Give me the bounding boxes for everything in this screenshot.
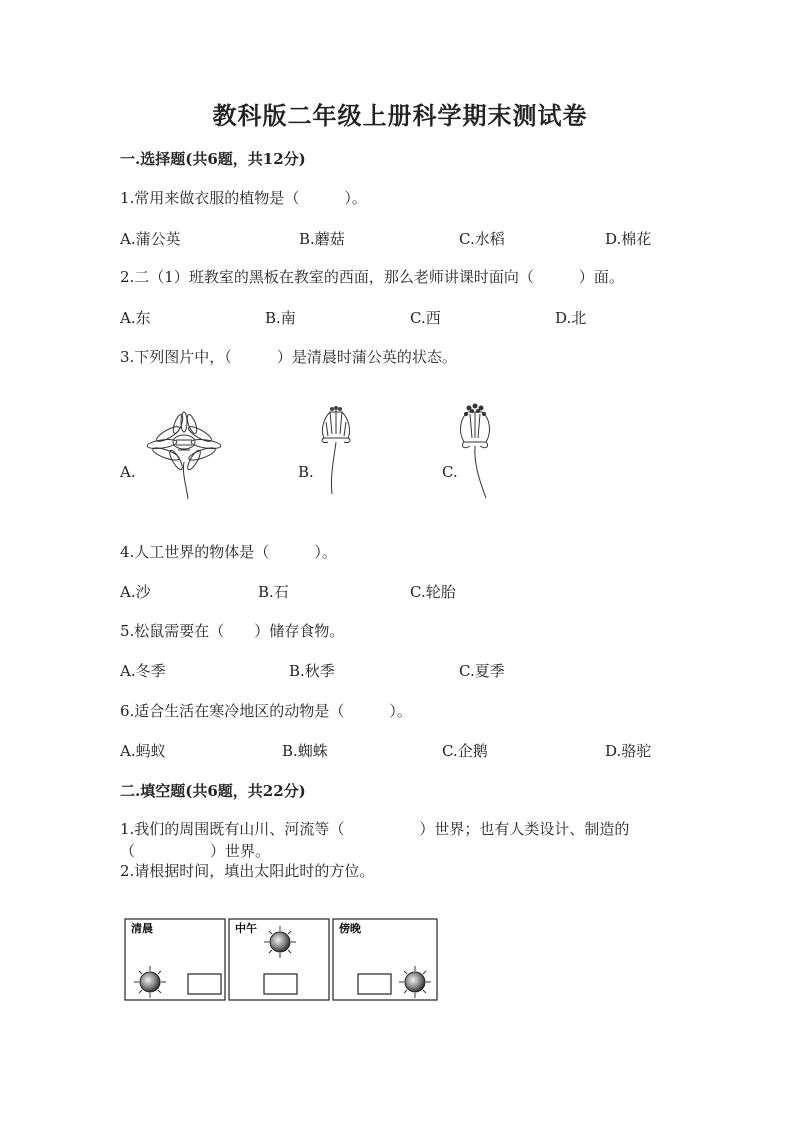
panel-label-morning: 清晨 xyxy=(131,922,153,935)
dandelion-closed-bud-image xyxy=(318,404,358,496)
q4-option-c: C.轮胎 xyxy=(410,583,456,601)
q6-option-c: C.企鹅 xyxy=(442,742,488,760)
fill-question-2: 2.请根据时间，填出太阳此时的方位。 xyxy=(120,862,375,880)
answer-box-noon xyxy=(264,974,297,994)
dandelion-seed-head-image xyxy=(456,402,498,500)
q6-option-b: B.蜘蛛 xyxy=(282,742,328,760)
question-6: 6.适合生活在寒冷地区的动物是（ ）。 xyxy=(120,702,412,720)
section-heading-fill-in: 二.填空题(共6题，共22分) xyxy=(120,782,306,800)
q3-option-a: A. xyxy=(120,463,136,481)
q1-option-a: A.蒲公英 xyxy=(120,230,181,248)
q2-option-b: B.南 xyxy=(265,309,296,327)
q1-option-d: D.棉花 xyxy=(605,230,652,248)
q1-option-c: C.水稻 xyxy=(459,230,505,248)
section-heading-choice: 一.选择题(共6题，共12分) xyxy=(120,150,306,168)
q3-option-c: C. xyxy=(442,463,458,481)
question-5: 5.松鼠需要在（ ）储存食物。 xyxy=(120,622,345,640)
question-2: 2.二（1）班教室的黑板在教室的西面，那么老师讲课时面向（ ）面。 xyxy=(120,268,624,286)
q2-option-a: A.东 xyxy=(120,309,151,327)
fill-question-1: 1.我们的周围既有山川、河流等（ ）世界；也有人类设计、制造的（ ）世界。 xyxy=(120,820,630,860)
q5-option-b: B.秋季 xyxy=(289,662,335,680)
q2-option-d: D.北 xyxy=(555,309,587,327)
question-3: 3.下列图片中，（ ）是清晨时蒲公英的状态。 xyxy=(120,348,457,366)
q5-option-a: A.冬季 xyxy=(120,662,166,680)
q4-option-a: A.沙 xyxy=(120,583,151,601)
answer-box-morning xyxy=(188,974,221,994)
panel-label-noon: 中午 xyxy=(235,922,257,935)
q5-option-c: C.夏季 xyxy=(459,662,505,680)
sun-icon-morning xyxy=(134,966,166,998)
q6-option-d: D.骆驼 xyxy=(605,742,652,760)
q3-option-b: B. xyxy=(298,463,314,481)
sun-icon-evening xyxy=(399,966,431,998)
sun-position-figure xyxy=(124,918,440,1002)
question-1: 1.常用来做衣服的植物是（ ）。 xyxy=(120,189,367,207)
page-title: 教科版二年级上册科学期末测试卷 xyxy=(212,101,588,130)
sun-icon-noon xyxy=(264,926,296,958)
panel-label-evening: 傍晚 xyxy=(339,922,361,935)
dandelion-open-flower-image xyxy=(138,404,228,500)
question-4: 4.人工世界的物体是（ ）。 xyxy=(120,543,337,561)
q2-option-c: C.西 xyxy=(410,309,441,327)
q6-option-a: A.蚂蚁 xyxy=(120,742,166,760)
answer-box-evening xyxy=(358,974,391,994)
q4-option-b: B.石 xyxy=(258,583,289,601)
q1-option-b: B.蘑菇 xyxy=(299,230,345,248)
